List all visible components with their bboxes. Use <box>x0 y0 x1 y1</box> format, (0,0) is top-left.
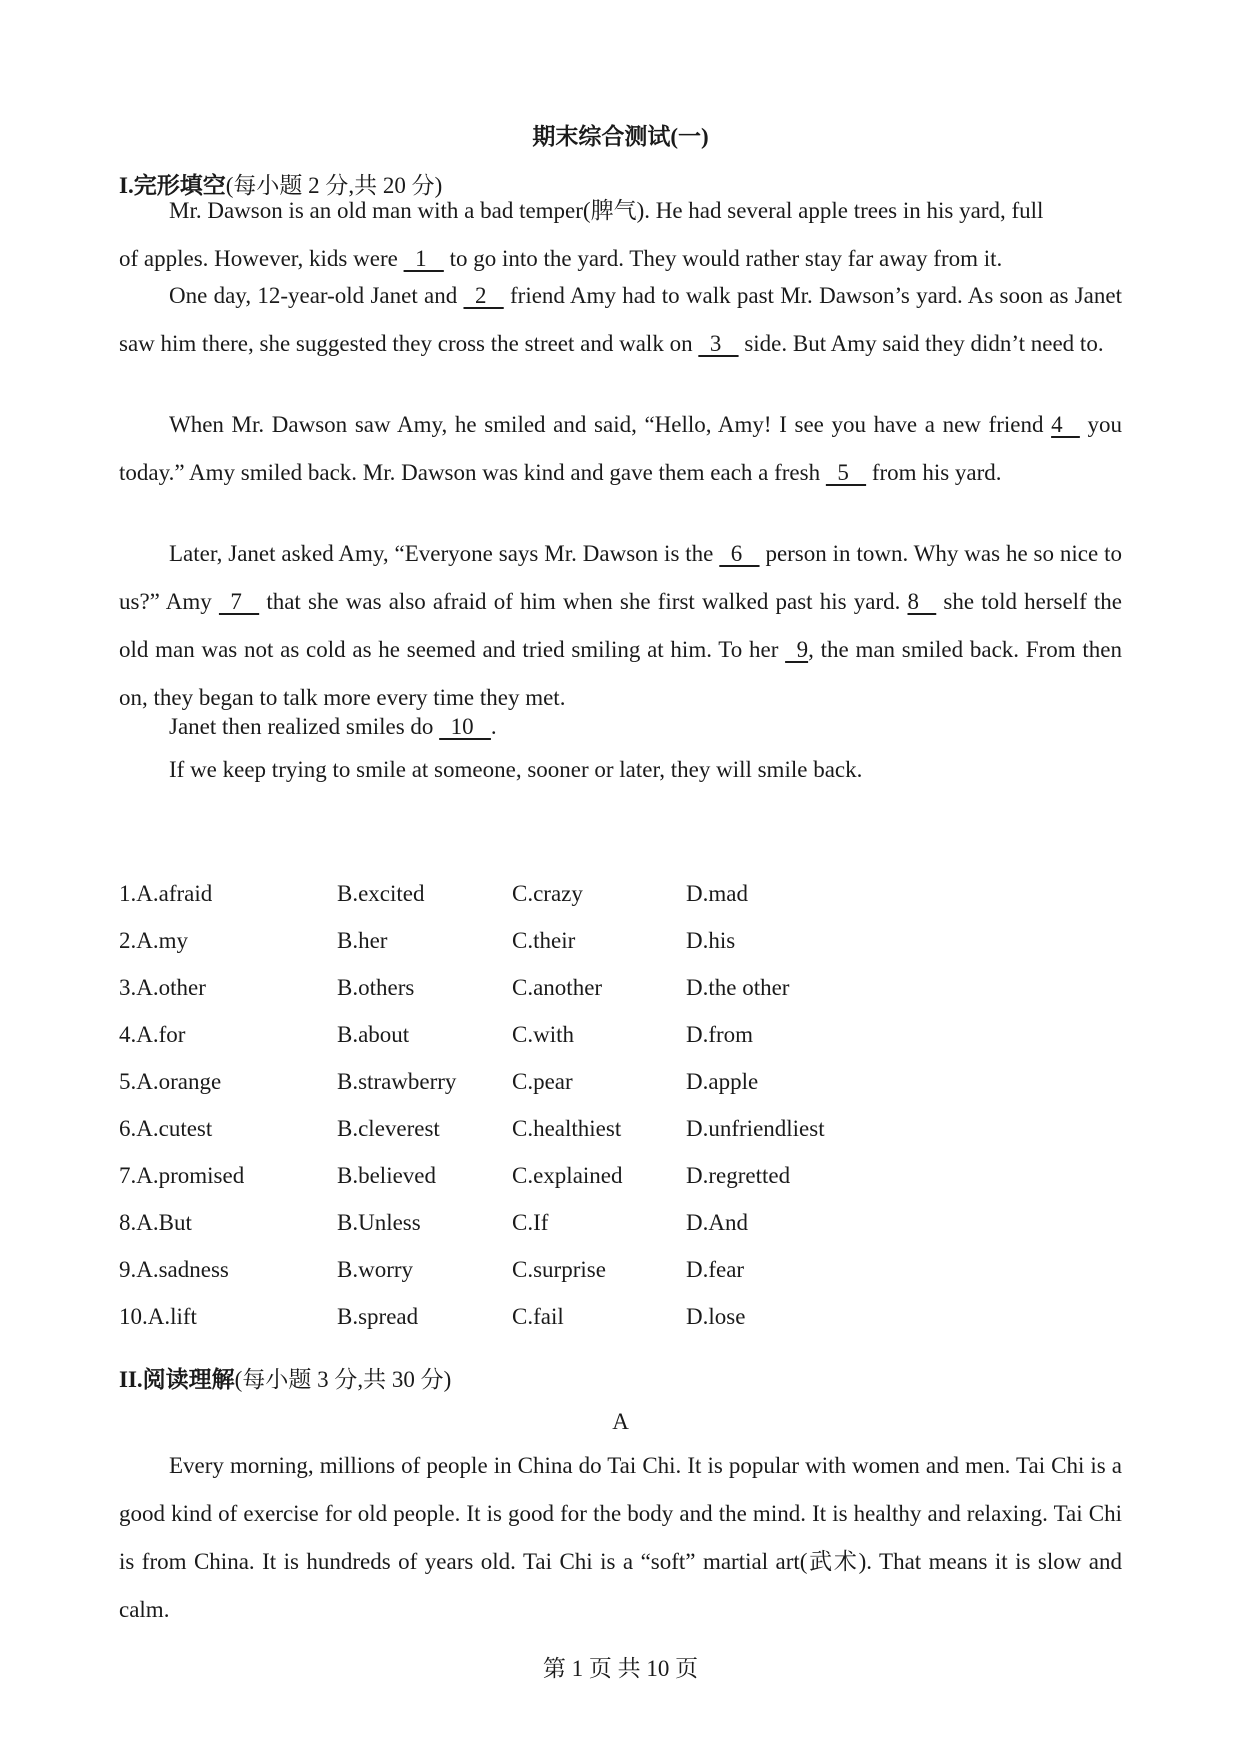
option-row <box>119 881 1119 928</box>
option-a: 2.A.my <box>119 928 188 953</box>
option-row <box>119 928 1119 975</box>
option-a: 1.A.afraid <box>119 881 213 906</box>
blank-9: 9 <box>785 637 809 662</box>
option-d: D.apple <box>686 1069 759 1094</box>
option-b: B.excited <box>337 881 425 906</box>
cloze-paragraph-1: Mr. Dawson is an old man with a bad temper(脾气). He had several apple trees in his yard, full of apples. However, kids were 1 to go into the yard. They would rather stay far away from it. <box>119 187 1122 283</box>
option-c: C.surprise <box>512 1257 606 1282</box>
option-a: 5.A.orange <box>119 1069 222 1094</box>
blank-7: 7 <box>218 589 260 614</box>
option-a: 9.A.sadness <box>119 1257 229 1282</box>
section-reading-heading <box>119 1361 451 1394</box>
option-row <box>119 1022 1119 1069</box>
option-b: B.others <box>337 975 415 1000</box>
option-d: D.And <box>686 1210 748 1235</box>
option-c: C.crazy <box>512 881 583 906</box>
option-d: D.fear <box>686 1257 745 1282</box>
cloze-paragraph-5: Janet then realized smiles do 10 . <box>119 703 1122 751</box>
blank-6: 6 <box>719 541 760 566</box>
option-d: D.from <box>686 1022 754 1047</box>
cloze-paragraph-2: One day, 12-year-old Janet and 2 friend Amy had to walk past Mr. Dawson’s yard. As soon as Janet saw him there, she suggested they cross the street and walk on 3 side. But Amy said they didn’t need to. <box>119 272 1122 368</box>
option-row <box>119 1210 1119 1257</box>
section-cloze-title: I.完形填空 <box>119 173 226 198</box>
section-reading-score: (每小题 3 分,共 30 分) <box>234 1367 452 1392</box>
option-b: B.strawberry <box>337 1069 457 1094</box>
cloze-paragraph-6: If we keep trying to smile at someone, sooner or later, they will smile back. <box>169 757 863 782</box>
blank-4: 4 <box>1051 412 1080 437</box>
option-a: 7.A.promised <box>119 1163 245 1188</box>
option-d: D.lose <box>686 1304 746 1329</box>
cloze-paragraph-4: Later, Janet asked Amy, “Everyone says Mr. Dawson is the 6 person in town. Why was he so nice to us?” Amy 7 that she was also afraid of him when she first walked past his yard. 8 she told herself the old man was not as cold as he seemed and tried smiling at him. To her 9, the man smiled back. From then on, they began to talk more every time they met. <box>119 530 1122 722</box>
option-row <box>119 1163 1119 1210</box>
option-d: D.mad <box>686 881 748 906</box>
option-row <box>119 1116 1119 1163</box>
section-cloze-score: (每小题 2 分,共 20 分) <box>225 173 443 198</box>
blank-8: 8 <box>907 589 937 614</box>
option-c: C.with <box>512 1022 574 1047</box>
option-b: B.spread <box>337 1304 419 1329</box>
option-c: C.healthiest <box>512 1116 622 1141</box>
passage-label: A <box>612 1409 629 1434</box>
blank-5: 5 <box>825 460 867 485</box>
option-row <box>119 975 1119 1022</box>
cloze-options <box>119 881 1119 1351</box>
option-a: 10.A.lift <box>119 1304 197 1329</box>
cloze-paragraph-3: When Mr. Dawson saw Amy, he smiled and said, “Hello, Amy! I see you have a new friend 4 you today.” Amy smiled back. Mr. Dawson was kind and gave them each a fresh 5 from his yard. <box>119 401 1122 497</box>
option-b: B.her <box>337 928 388 953</box>
option-b: B.about <box>337 1022 410 1047</box>
section-reading-title: II.阅读理解 <box>119 1367 235 1392</box>
blank-1: 1 <box>403 246 444 271</box>
option-c: C.If <box>512 1210 549 1235</box>
option-row <box>119 1304 1119 1351</box>
p1-line1: Mr. Dawson is an old man with a bad temper(脾气). He had several apple trees in his yard, full <box>169 198 1044 223</box>
reading-passage-a: Every morning, millions of people in China do Tai Chi. It is popular with women and men. Tai Chi is a good kind of exercise for old people. It is good for the body and the mind. It is healthy and relaxing. Tai Chi is from China. It is hundreds of years old. Tai Chi is a “soft” martial art(武术). That means it is slow and calm. <box>119 1453 1122 1622</box>
option-a: 6.A.cutest <box>119 1116 213 1141</box>
option-c: C.pear <box>512 1069 573 1094</box>
option-a: 4.A.for <box>119 1022 186 1047</box>
option-a: 3.A.other <box>119 975 206 1000</box>
option-c: C.fail <box>512 1304 564 1329</box>
option-a: 8.A.But <box>119 1210 192 1235</box>
blank-3: 3 <box>698 331 739 356</box>
blank-2: 2 <box>463 283 504 308</box>
option-d: D.unfriendliest <box>686 1116 825 1141</box>
page-title: 期末综合测试(一) <box>532 124 709 149</box>
option-d: D.his <box>686 928 736 953</box>
option-row <box>119 1069 1119 1116</box>
option-d: D.regretted <box>686 1163 791 1188</box>
option-row <box>119 1257 1119 1304</box>
option-c: C.another <box>512 975 603 1000</box>
option-d: D.the other <box>686 975 790 1000</box>
option-c: C.their <box>512 928 576 953</box>
option-b: B.believed <box>337 1163 436 1188</box>
option-b: B.cleverest <box>337 1116 440 1141</box>
option-b: B.Unless <box>337 1210 421 1235</box>
option-b: B.worry <box>337 1257 414 1282</box>
blank-10: 10 <box>439 714 491 739</box>
option-c: C.explained <box>512 1163 623 1188</box>
page-footer: 第 1 页 共 10 页 <box>542 1656 699 1681</box>
